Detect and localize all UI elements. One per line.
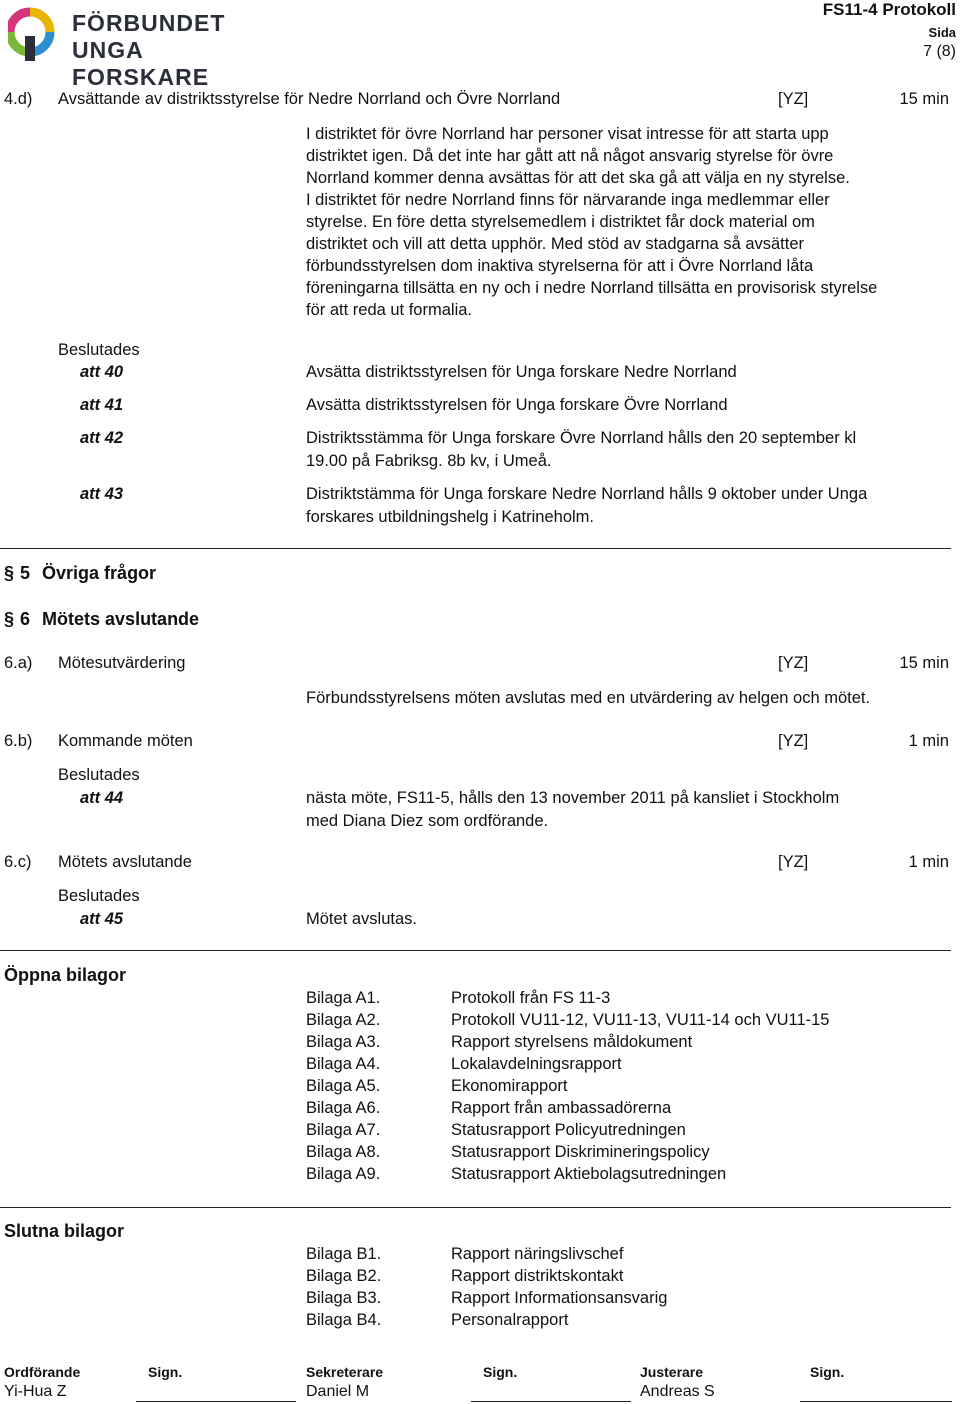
section-6-heading [4,609,199,630]
decision-line: forskares utbildningshelg i Katrineholm. [306,507,594,526]
attachment-name: Rapport näringslivschef [451,1245,624,1263]
attachment-name: Rapport styrelsens måldokument [451,1033,693,1051]
attachment-id: Bilaga B2. [306,1267,382,1285]
attachment-name: Rapport från ambassadörerna [451,1099,672,1117]
decision-line: Avsätta distriktsstyrelsen för Unga forskare Övre Norrland [306,396,728,414]
agenda-item-duration: 15 min [899,90,949,108]
body-line: för att reda ut formalia. [306,301,472,319]
body-line: förbundsstyrelsen dom inaktiva styrelserna för att i Övre Norrland låta [306,257,814,275]
body-line: distriktet igen. Då det inte har gått att nå något ansvarig styrelse för övre [306,147,834,165]
attachment-name: Rapport Informationsansvarig [451,1289,668,1307]
secretary-sign-label: Sign. [483,1364,518,1380]
attachment-id: Bilaga A3. [306,1033,381,1051]
agenda-item-body [306,123,946,321]
section-divider [0,548,951,549]
attachment-id: Bilaga A5. [306,1077,381,1095]
attachment-id: Bilaga A6. [306,1099,381,1117]
secretary-name: Daniel M [306,1383,370,1400]
adjuster-name: Andreas S [640,1383,715,1400]
agenda-item-duration: 1 min [908,732,949,750]
agenda-item-responsible: [YZ] [778,853,809,871]
body-line: I distriktet för nedre Norrland finns för närvarande inga medlemmar eller [306,191,830,209]
agenda-item-6a-header [0,654,960,676]
decision-text [306,394,936,417]
agenda-item-title: Avsättande av distriktsstyrelse för Nedre Norrland och Övre Norrland [58,90,561,108]
org-name-line2: UNGA FORSKARE [72,37,210,90]
document-title: FS11-4 Protokoll [822,0,956,19]
decision-label: Beslutades [58,341,140,359]
attachment-id: Bilaga A9. [306,1165,381,1183]
body-line: Norrland kommer denna avsättas för att det ska gå att välja en ny styrelse. [306,169,850,187]
attachment-id: Bilaga A7. [306,1121,381,1139]
section-5-heading [4,563,156,584]
attachment-name: Statusrapport Aktiebolagsutredningen [451,1165,727,1183]
decision-text [306,483,936,528]
attachment-name: Protokoll från FS 11-3 [451,989,611,1007]
decision-number: att 41 [80,396,124,414]
decision-number: att 43 [80,485,124,503]
decision-line: Avsätta distriktsstyrelsen för Unga forskare Nedre Norrland [306,363,737,381]
paragraph-sign: § [4,563,15,583]
agenda-item-6c-header [0,853,960,875]
attachment-id: Bilaga B1. [306,1245,382,1263]
section-divider [0,1207,951,1208]
secretary-signature-line [471,1401,631,1402]
agenda-item-body: Förbundsstyrelsens möten avslutas med en utvärdering av helgen och mötet. [306,689,871,707]
attachment-id: Bilaga A1. [306,989,381,1007]
decision-number: att 42 [80,429,124,447]
closed-attachments-heading: Slutna bilagor [4,1221,125,1241]
body-line: styrelse. En före detta styrelsemedlem i distriktet får dock material om [306,213,815,231]
agenda-item-title: Mötets avslutande [58,853,192,871]
section-number: 5 [20,563,31,583]
chair-label: Ordförande [4,1364,81,1380]
attachment-id: Bilaga A4. [306,1055,381,1073]
decision-label: Beslutades [58,887,140,905]
org-name [72,10,248,91]
open-attachments-heading: Öppna bilagor [4,965,127,985]
body-line: föreningarna tillsätta en ny och i nedre Norrland tillsätta en provisorisk styrelse [306,279,878,297]
adjuster-signature-line [800,1401,952,1402]
section-divider [0,950,951,951]
agenda-item-duration: 1 min [908,853,949,871]
decision-number: att 45 [80,910,124,928]
decision-line: Distriktstämma för Unga forskare Nedre Norrland hålls 9 oktober under Unga [306,485,868,503]
attachment-id: Bilaga B3. [306,1289,382,1307]
page-number: 7 (8) [923,43,956,60]
decision-line: nästa möte, FS11-5, hålls den 13 november 2011 på kansliet i Stockholm [306,789,840,807]
agenda-item-title: Mötesutvärdering [58,654,186,672]
body-line: distriktet och vill att detta upphör. Med stöd av stadgarna så avsätter [306,235,805,253]
section-title: Mötets avslutande [42,609,200,629]
decision-number: att 40 [80,363,124,381]
org-name-line1: FÖRBUNDET [72,10,226,36]
org-logo [8,6,248,90]
agenda-item-number: 6.a) [4,654,33,672]
attachment-name: Statusrapport Diskrimineringspolicy [451,1143,710,1161]
agenda-item-responsible: [YZ] [778,90,809,108]
decision-number: att 44 [80,789,124,807]
decision-line: Distriktsstämma för Unga forskare Övre Norrland hålls den 20 september kl [306,429,857,447]
agenda-item-number: 4.d) [4,90,33,108]
agenda-item-4d-header [0,90,960,112]
agenda-item-responsible: [YZ] [778,654,809,672]
attachment-name: Lokalavdelningsrapport [451,1055,622,1073]
attachment-name: Statusrapport Policyutredningen [451,1121,686,1139]
agenda-item-duration: 15 min [899,654,949,672]
attachment-id: Bilaga A2. [306,1011,381,1029]
agenda-item-6b-header [0,732,960,754]
decision-text [306,787,936,832]
agenda-item-number: 6.b) [4,732,33,750]
chair-sign-label: Sign. [148,1364,183,1380]
chair-name: Yi-Hua Z [4,1383,67,1400]
paragraph-sign: § [4,609,15,629]
org-logo-icon [8,6,64,64]
agenda-item-title: Kommande möten [58,732,193,750]
section-title: Övriga frågor [42,563,157,583]
adjuster-sign-label: Sign. [810,1364,845,1380]
section-number: 6 [20,609,31,629]
agenda-item-number: 6.c) [4,853,32,871]
decision-label: Beslutades [58,766,140,784]
attachment-name: Rapport distriktskontakt [451,1267,624,1285]
attachment-name: Personalrapport [451,1311,569,1329]
decision-line: 19.00 på Fabriksg. 8b kv, i Umeå. [306,451,552,470]
body-line: I distriktet för övre Norrland har personer visat intresse för att starta upp [306,125,829,143]
decision-text [306,361,936,384]
attachment-name: Ekonomirapport [451,1077,568,1095]
chair-signature-line [136,1401,296,1402]
attachment-id: Bilaga A8. [306,1143,381,1161]
page-label: Sida [928,25,956,40]
secretary-label: Sekreterare [306,1364,384,1380]
adjuster-label: Justerare [640,1364,704,1380]
decision-line: med Diana Diez som ordförande. [306,811,549,830]
decision-text [306,427,936,472]
attachment-id: Bilaga B4. [306,1311,382,1329]
agenda-item-responsible: [YZ] [778,732,809,750]
attachment-name: Protokoll VU11-12, VU11-13, VU11-14 och VU11-15 [451,1011,830,1029]
decision-text: Mötet avslutas. [306,910,417,928]
